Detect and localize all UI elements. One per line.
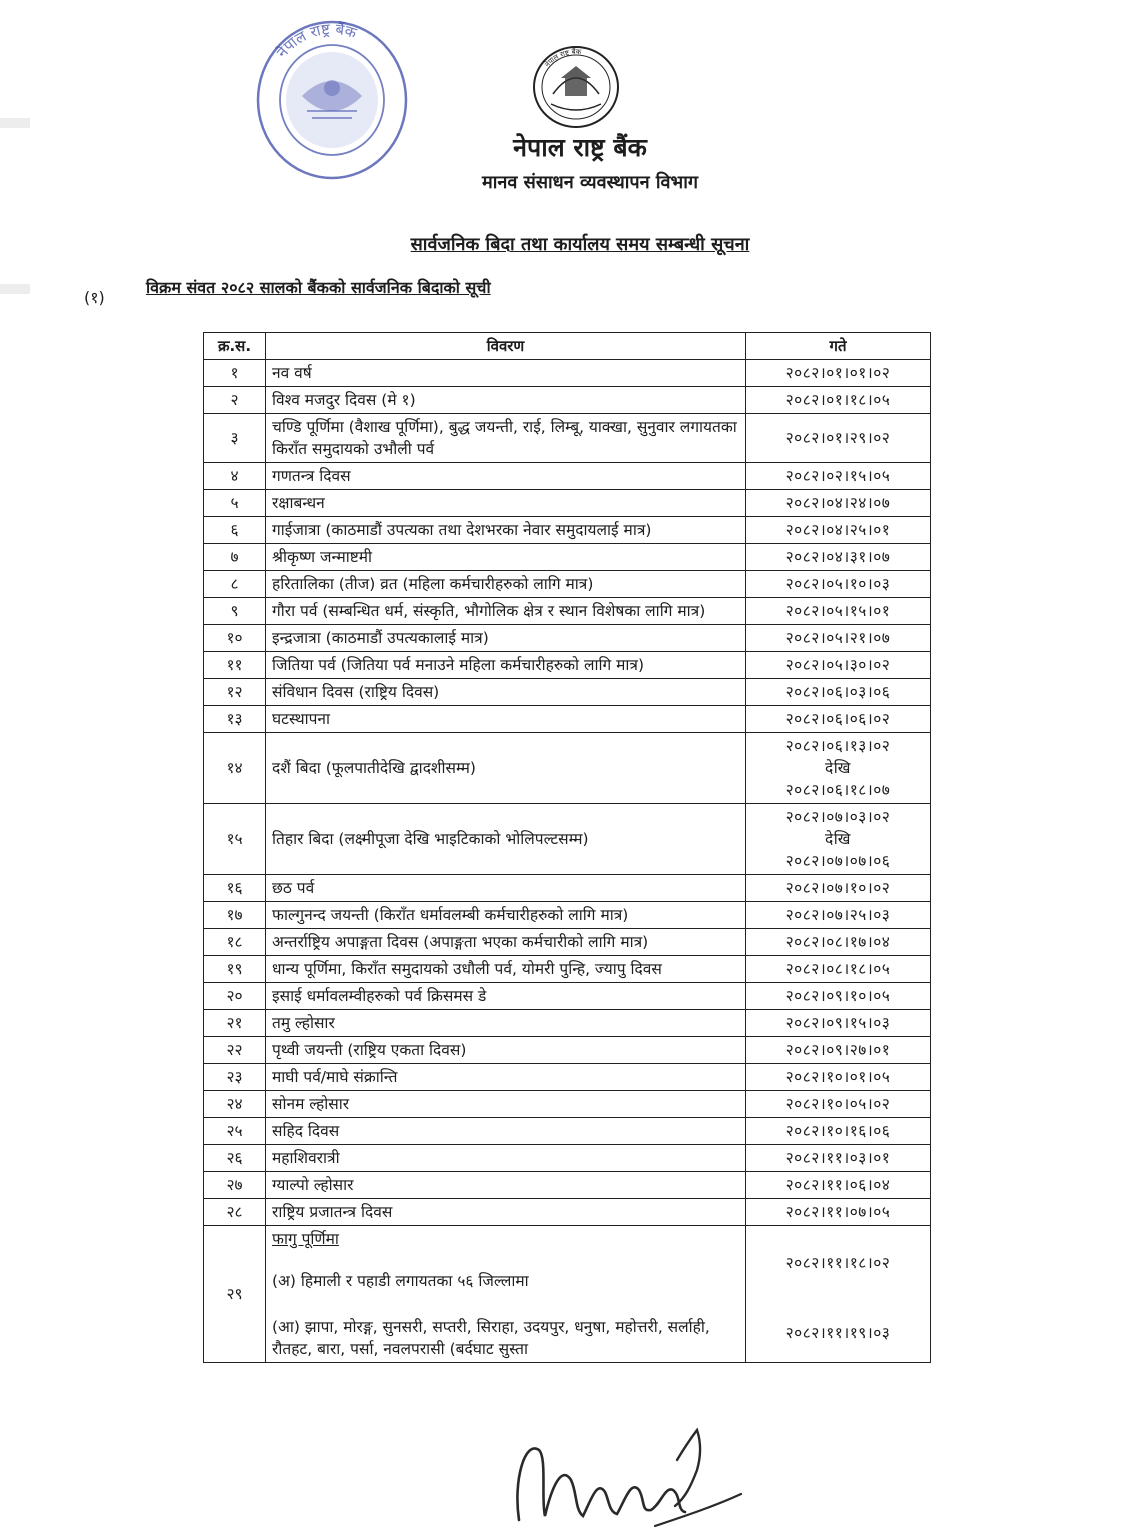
row-serial-number: ८	[204, 571, 266, 598]
row-serial-number: १८	[204, 929, 266, 956]
table-row	[204, 1064, 931, 1091]
row-description: श्रीकृष्ण जन्माष्टमी	[266, 544, 746, 571]
row-serial-number: ७	[204, 544, 266, 571]
bank-seal-stamp	[252, 16, 412, 184]
table-row	[204, 1037, 931, 1064]
row-date: २०८२।०५।१५।०१	[746, 598, 931, 625]
row-serial-number: ५	[204, 490, 266, 517]
table-row	[204, 706, 931, 733]
scan-smudge	[0, 118, 30, 128]
row-description: संविधान दिवस (राष्ट्रिय दिवस)	[266, 679, 746, 706]
row-description: तमु ल्होसार	[266, 1010, 746, 1037]
row-date	[746, 733, 931, 804]
org-name: नेपाल राष्ट्र बैंक	[513, 133, 647, 162]
row-date-line: २०८२।०७।०३।०२	[785, 808, 891, 826]
row-date: २०८२।०९।१५।०३	[746, 1010, 931, 1037]
row-part-a: (अ) हिमाली र पहाडी लगायतका ५६ जिल्लामा	[272, 1272, 529, 1290]
table-row	[204, 625, 931, 652]
row-description	[266, 1226, 746, 1363]
table-row	[204, 598, 931, 625]
row-description: हरितालिका (तीज) व्रत (महिला कर्मचारीहरुको लागि मात्र)	[266, 571, 746, 598]
row-date: २०८२।१०।०५।०२	[746, 1091, 931, 1118]
seal-left-text: नेपाल राष्ट्र बैंक	[272, 19, 359, 62]
header-description: विवरण	[266, 333, 746, 360]
row-part-b: (आ) झापा, मोरङ्ग, सुनसरी, सप्तरी, सिराहा, उदयपुर, धनुषा, महोत्तरी, सर्लाही, रौतहट, बारा, पर्सा, नवलपरासी (बर्दघाट सुस्ता	[272, 1318, 710, 1358]
row-description: दशैं बिदा (फूलपातीदेखि द्वादशीसम्म)	[266, 733, 746, 804]
row-serial-number: १०	[204, 625, 266, 652]
spacer	[752, 1228, 924, 1252]
row-description: ग्याल्पो ल्होसार	[266, 1172, 746, 1199]
row-date-line: देखि	[825, 759, 851, 777]
table-row	[204, 983, 931, 1010]
emblem-text: नेपाल राष्ट्र बैंक	[543, 47, 582, 69]
table-row	[204, 360, 931, 387]
table-row	[204, 679, 931, 706]
row-date: २०८२।०१।१८।०५	[746, 387, 931, 414]
row-description: जितिया पर्व (जितिया पर्व मनाउने महिला कर्मचारीहरुको लागि मात्र)	[266, 652, 746, 679]
row-description: घटस्थापना	[266, 706, 746, 733]
row-description: गणतन्त्र दिवस	[266, 463, 746, 490]
row-date: २०८२।१०।१६।०६	[746, 1118, 931, 1145]
row-part-a-date: २०८२।११।१८।०२	[785, 1254, 891, 1272]
row-serial-number: २०	[204, 983, 266, 1010]
row-date: २०८२।११।०३।०१	[746, 1145, 931, 1172]
row-serial-number: १९	[204, 956, 266, 983]
table-row	[204, 733, 931, 804]
table-row	[204, 1118, 931, 1145]
table-row	[204, 490, 931, 517]
table-row	[204, 544, 931, 571]
row-serial-number: १	[204, 360, 266, 387]
table-row	[204, 414, 931, 463]
row-date: २०८२।०६।०३।०६	[746, 679, 931, 706]
table-row	[204, 956, 931, 983]
row-date: २०८२।०७।२५।०३	[746, 902, 931, 929]
scan-smudge	[0, 284, 30, 294]
row-serial-number: १५	[204, 804, 266, 875]
spacer	[272, 1250, 739, 1270]
row-description: गौरा पर्व (सम्बन्धित धर्म, संस्कृति, भौगोलिक क्षेत्र र स्थान विशेषका लागि मात्र)	[266, 598, 746, 625]
row-serial-number: २१	[204, 1010, 266, 1037]
row-date-line: देखि	[825, 830, 851, 848]
row-serial-number: २७	[204, 1172, 266, 1199]
row-serial-number: ३	[204, 414, 266, 463]
row-date: २०८२।०१।०१।०२	[746, 360, 931, 387]
table-row	[204, 1172, 931, 1199]
table-header-row	[204, 333, 931, 360]
row-description: फाल्गुनन्द जयन्ती (किराँत धर्मावलम्बी कर्मचारीहरुको लागि मात्र)	[266, 902, 746, 929]
row-part-b-date: २०८२।११।१९।०३	[785, 1324, 891, 1342]
row-date-line: २०८२।०६।१३।०२	[785, 737, 891, 755]
row-description: राष्ट्रिय प्रजातन्त्र दिवस	[266, 1199, 746, 1226]
row-serial-number: २९	[204, 1226, 266, 1363]
department-name: मानव संसाधन व्यवस्थापन विभाग	[481, 172, 699, 193]
row-description: रक्षाबन्धन	[266, 490, 746, 517]
row-description: छठ पर्व	[266, 875, 746, 902]
row-date: २०८२।०९।२७।०१	[746, 1037, 931, 1064]
row-date: २०८२।०६।०६।०२	[746, 706, 931, 733]
row-subheading: फागु पूर्णिमा	[272, 1230, 339, 1248]
row-date: २०८२।०४।३१।०७	[746, 544, 931, 571]
table-row	[204, 1226, 931, 1363]
row-description: सोनम ल्होसार	[266, 1091, 746, 1118]
section-title: विक्रम संवत २०८२ सालको बैंकको सार्वजनिक बिदाको सूची	[146, 278, 491, 297]
row-date: २०८२।०१।२९।०२	[746, 414, 931, 463]
row-date: २०८२।०९।१०।०५	[746, 983, 931, 1010]
table-row	[204, 387, 931, 414]
row-date: २०८२।०८।१७।०४	[746, 929, 931, 956]
row-serial-number: २४	[204, 1091, 266, 1118]
table-row	[204, 1145, 931, 1172]
row-description: माघी पर्व/माघे संक्रान्ति	[266, 1064, 746, 1091]
row-description: तिहार बिदा (लक्ष्मीपूजा देखि भाइटिकाको भोलिपल्टसम्म)	[266, 804, 746, 875]
row-date-line: २०८२।०७।०७।०६	[785, 852, 891, 870]
row-date	[746, 1226, 931, 1363]
row-description: सहिद दिवस	[266, 1118, 746, 1145]
row-description: चण्डि पूर्णिमा (वैशाख पूर्णिमा), बुद्ध जयन्ती, राई, लिम्बू, याक्खा, सुनुवार लगायतका किराँत समुदायको उभौली पर्व	[266, 414, 746, 463]
table-row	[204, 929, 931, 956]
handwritten-signature	[505, 1420, 745, 1536]
row-description: इसाई धर्मावलम्वीहरुको पर्व क्रिसमस डे	[266, 983, 746, 1010]
row-serial-number: ९	[204, 598, 266, 625]
table-row	[204, 517, 931, 544]
holiday-table	[203, 332, 931, 1363]
row-description: अन्तर्राष्ट्रिय अपाङ्गता दिवस (अपाङ्गता भएका कर्मचारीको लागि मात्र)	[266, 929, 746, 956]
row-description: पृथ्वी जयन्ती (राष्ट्रिय एकता दिवस)	[266, 1037, 746, 1064]
row-serial-number: १२	[204, 679, 266, 706]
row-date: २०८२।०४।२५।०१	[746, 517, 931, 544]
row-serial-number: १३	[204, 706, 266, 733]
row-date: २०८२।०५।१०।०३	[746, 571, 931, 598]
row-date: २०८२।०८।१८।०५	[746, 956, 931, 983]
row-date: २०८२।०५।३०।०२	[746, 652, 931, 679]
table-row	[204, 1010, 931, 1037]
row-description: इन्द्रजात्रा (काठमाडौं उपत्यकालाई मात्र)	[266, 625, 746, 652]
row-description: धान्य पूर्णिमा, किराँत समुदायको उधौली पर्व, योमरी पुन्हि, ज्यापु दिवस	[266, 956, 746, 983]
row-serial-number: २८	[204, 1199, 266, 1226]
table-row	[204, 571, 931, 598]
row-serial-number: १४	[204, 733, 266, 804]
row-date: २०८२।१०।०१।०५	[746, 1064, 931, 1091]
row-date: २०८२।११।०६।०४	[746, 1172, 931, 1199]
header-date: गते	[746, 333, 931, 360]
spacer	[752, 1274, 924, 1322]
row-serial-number: ११	[204, 652, 266, 679]
table-row	[204, 1199, 931, 1226]
table-row	[204, 875, 931, 902]
header-sn: क्र.स.	[204, 333, 266, 360]
table-row	[204, 902, 931, 929]
row-serial-number: ६	[204, 517, 266, 544]
row-serial-number: २५	[204, 1118, 266, 1145]
row-date: २०८२।०७।१०।०२	[746, 875, 931, 902]
row-description: विश्व मजदुर दिवस (मे १)	[266, 387, 746, 414]
row-date: २०८२।०४।२४।०७	[746, 490, 931, 517]
table-row	[204, 1091, 931, 1118]
row-date: २०८२।११।०७।०५	[746, 1199, 931, 1226]
table-row	[204, 804, 931, 875]
row-description: महाशिवरात्री	[266, 1145, 746, 1172]
row-serial-number: २	[204, 387, 266, 414]
row-serial-number: ४	[204, 463, 266, 490]
bank-emblem-logo	[531, 44, 621, 130]
table-row	[204, 463, 931, 490]
row-date	[746, 804, 931, 875]
row-description: गाईजात्रा (काठमाडौं उपत्यका तथा देशभरका नेवार समुदायलाई मात्र)	[266, 517, 746, 544]
section-number: (१)	[84, 288, 105, 307]
notice-title: सार्वजनिक बिदा तथा कार्यालय समय सम्बन्धी सूचना	[410, 234, 750, 255]
row-serial-number: २२	[204, 1037, 266, 1064]
row-serial-number: २३	[204, 1064, 266, 1091]
row-date: २०८२।०२।१५।०५	[746, 463, 931, 490]
row-description: नव वर्ष	[266, 360, 746, 387]
row-serial-number: १७	[204, 902, 266, 929]
spacer	[272, 1292, 739, 1316]
row-serial-number: २६	[204, 1145, 266, 1172]
table-row	[204, 652, 931, 679]
holiday-table-body	[204, 360, 931, 1363]
row-date: २०८२।०५।२१।०७	[746, 625, 931, 652]
row-serial-number: १६	[204, 875, 266, 902]
row-date-line: २०८२।०६।१८।०७	[785, 781, 891, 799]
